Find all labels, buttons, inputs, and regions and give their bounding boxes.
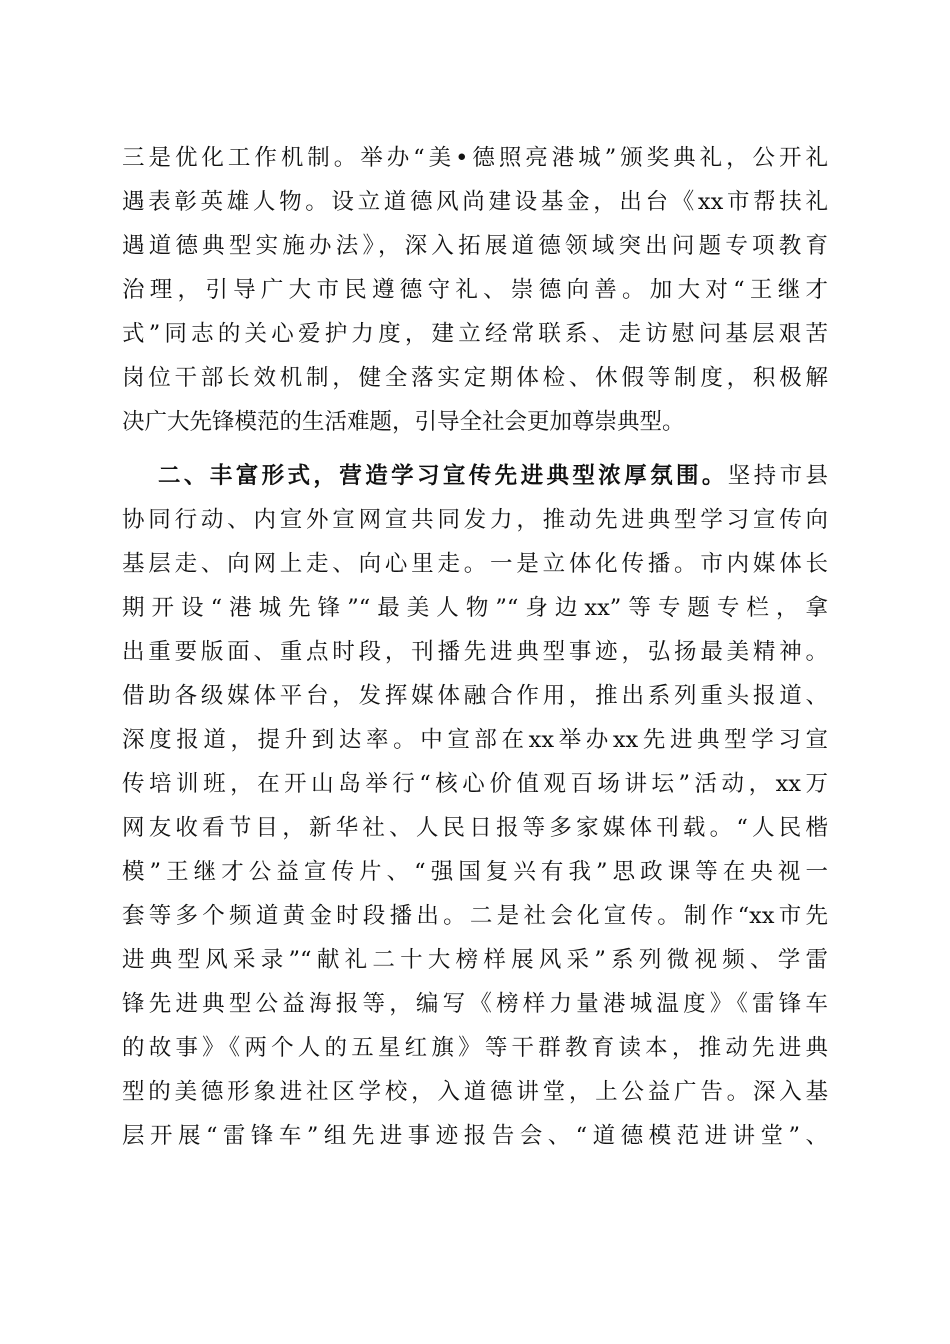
paragraph-2-line: 期开设“港城先锋”“最美人物”“身边xx”等专题专栏，拿 — [122, 595, 828, 621]
paragraph-2-first-line — [158, 456, 828, 496]
paragraph-2-text: 坚持市县 — [727, 463, 828, 489]
paragraph-2-line: 协同行动、内宣外宣网宣共同发力，推动先进典型学习宣传向 — [122, 507, 828, 533]
paragraph-1-line: 遇表彰英雄人物。设立道德风尚建设基金，出台《xx市帮扶礼 — [122, 189, 828, 215]
paragraph-2-line: 出重要版面、重点时段，刊播先进典型事迹，弘扬最美精神。 — [122, 639, 828, 665]
paragraph-2-line: 模”王继才公益宣传片、“强国复兴有我”思政课等在央视一 — [122, 859, 828, 885]
paragraph-1-line: 式”同志的关心爱护力度，建立经常联系、走访慰问基层艰苦 — [122, 321, 828, 347]
paragraph-2-line: 进典型风采录”“献礼二十大榜样展风采”系列微视频、学雷 — [122, 947, 828, 973]
paragraph-2-line: 锋先进典型公益海报等，编写《榜样力量港城温度》《雷锋车 — [122, 991, 828, 1017]
paragraph-2-line: 基层走、向网上走、向心里走。一是立体化传播。市内媒体长 — [122, 551, 828, 577]
paragraph-2-line: 套等多个频道黄金时段播出。二是社会化宣传。制作“xx市先 — [122, 903, 828, 929]
section-heading: 二、丰富形式，营造学习宣传先进典型浓厚氛围。 — [158, 463, 728, 489]
paragraph-2-line: 层开展“雷锋车”组先进事迹报告会、“道德模范进讲堂”、 — [122, 1123, 828, 1149]
paragraph-2-line: 网友收看节目，新华社、人民日报等多家媒体刊载。“人民楷 — [122, 815, 828, 841]
paragraph-1-line: 遇道德典型实施办法》，深入拓展道德领域突出问题专项教育 — [122, 233, 828, 259]
paragraph-1-line: 岗位干部长效机制，健全落实定期体检、休假等制度，积极解 — [122, 365, 828, 391]
paragraph-2-line: 的故事》《两个人的五星红旗》等干群教育读本，推动先进典 — [122, 1035, 828, 1061]
paragraph-1-line: 决广大先锋模范的生活难题，引导全社会更加尊崇典型。 — [122, 409, 685, 435]
paragraph-2-line: 借助各级媒体平台，发挥媒体融合作用，推出系列重头报道、 — [122, 683, 828, 709]
paragraph-2-line: 深度报道，提升到达率。中宣部在xx举办xx先进典型学习宣 — [122, 727, 828, 753]
paragraph-2-line: 型的美德形象进社区学校，入道德讲堂，上公益广告。深入基 — [122, 1079, 828, 1105]
paragraph-2-line: 传培训班，在开山岛举行“核心价值观百场讲坛”活动，xx万 — [122, 771, 828, 797]
paragraph-1-line: 治理，引导广大市民遵德守礼、崇德向善。加大对“王继才 — [122, 277, 828, 303]
paragraph-1-line: 三是优化工作机制。举办“美•德照亮港城”颁奖典礼，公开礼 — [122, 145, 828, 171]
